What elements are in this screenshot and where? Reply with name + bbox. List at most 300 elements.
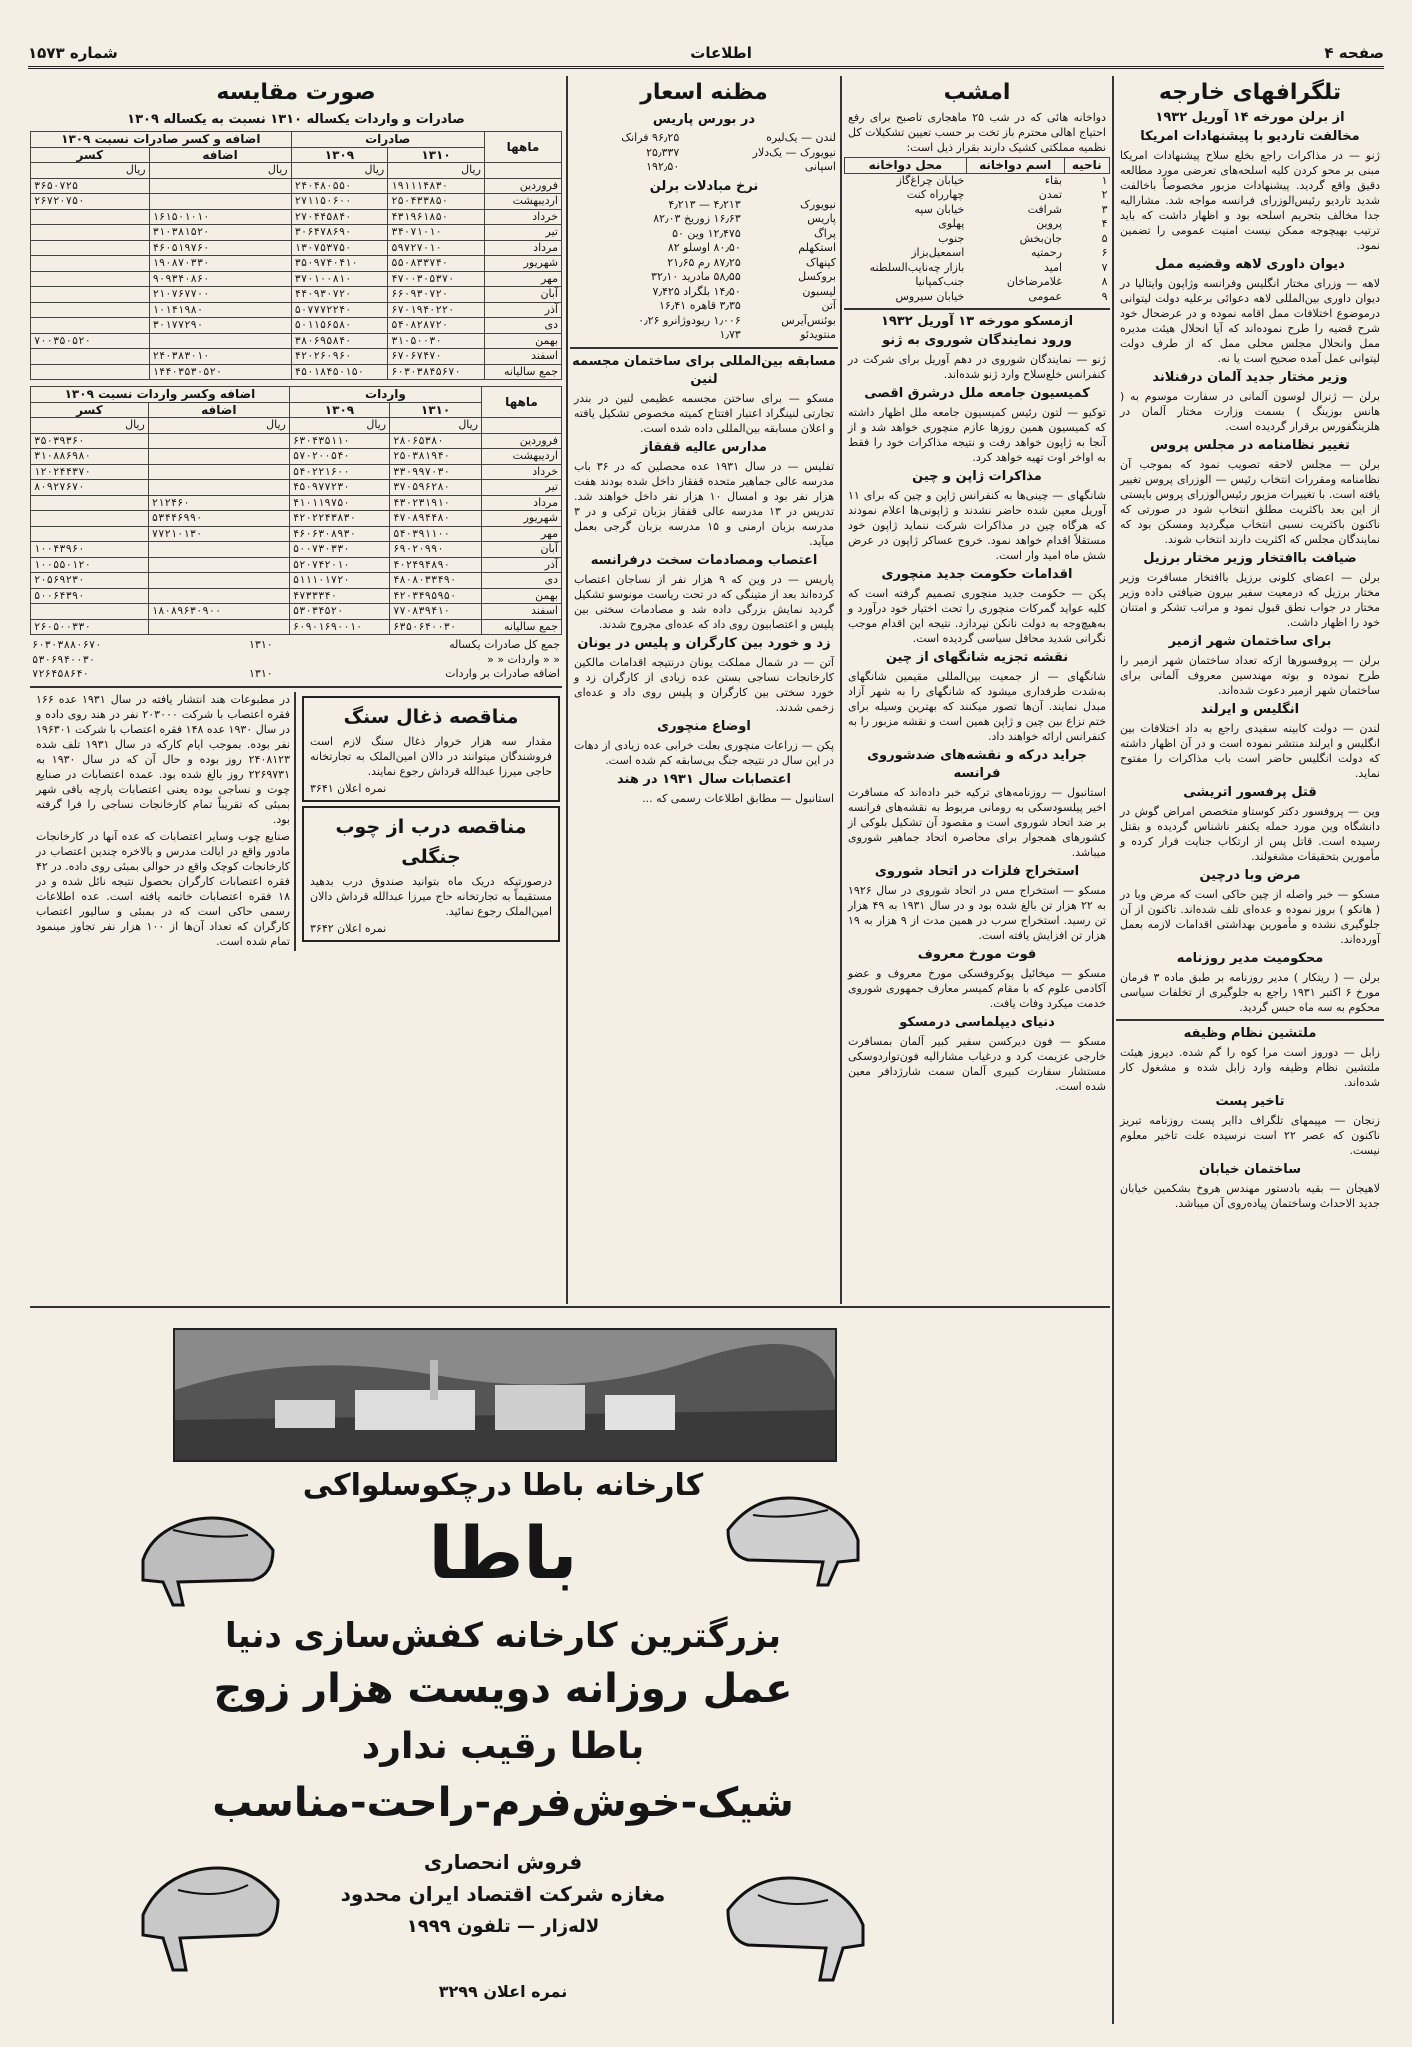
table-cell: غلامرضاخان xyxy=(1006,275,1063,288)
table-header: ۱۳۱۰ xyxy=(388,147,485,163)
table-cell: ۶۳۰۴۳۵۱۱۰ xyxy=(289,433,389,449)
article-text: در مطبوعات هند انتشار یافته در سال ۱۹۳۱ عده ۱۶۶ فقره اعتصاب با شرکت ۲۰۳۰۰۰ نفر در هند روی داده و در سال ۱۹۳۰ عده ۱۴۸ فقره اعتصاب با شرکت ۱۹۶۳۰۱ نفر بوده. بموجب ایام کارکه در سال ۱۹۳۱ تلف شده ۲۴۰۸۱۲۳ روز بوده و حال آن که در سال ۱۹۳۰ به ۲۲۶۹۷۳۱ روز بالغ شده بود. عمده اعتصابات در صنایع چوت و نساجی بوده یعنی اعتصابات پارچه بافی شهر بمبئی که تقریباً تمام کارخانجات نساجی را فرا گرفته بود. xyxy=(36,692,291,826)
headline: ضیافت باافتخار وزیر مختار برزیل xyxy=(1143,551,1357,566)
table-cell: نیویورک xyxy=(800,197,836,211)
table-cell: ۱۳۰۷۵۳۷۵۰ xyxy=(291,240,388,256)
month-label: مرداد xyxy=(482,495,562,511)
table-cell xyxy=(148,557,289,573)
article-text: صنایع چوب وسایر اعتصابات که عده آنها در کارخانجات مادور واقع در ایالت مدرس و بالاخره چندین اعتصاب در کارخانجات کوچک واقع در حوالی بمبئی روی داده. در ۴۲ فقره اعتصابات کارگران بحصول نتیجه نائل شده و در ۱۸ فقره اعتصابات خاتمه یافته است. عده اطلاعات رسمی حاکی است که در بمبئی و سالیور اعتصاب کارگران که تعداد آن‌ها از ۱۰۰ هزار نفر تجاوز مینمود تمام شده است. xyxy=(36,829,290,948)
table-cell: ۱۸۰۸۹۶۳۰۹۰۰ xyxy=(148,604,289,620)
ad-text: درصورتیکه دریک ماه بتوانید صندوق درب بدهید مستقیماً به تجارتخانه حاج میرزا عبدالله قرداش دالان امین‌الملک رجوع نمائید. xyxy=(310,874,552,918)
ad-text: مقدار سه هزار خروار ذغال سنگ لازم است فروشندگان میتوانند در دالان امین‌الملک به تجارتخانه حاجی میرزا عبدالله قرداش رجوع نمایند. xyxy=(310,734,552,778)
table-cell xyxy=(208,653,275,668)
berlin-rates-table xyxy=(570,198,838,343)
article-text: ژنو — نمایندگان شوروی در دهم آوریل برای شرکت در کنفرانس خلع‌سلاح وارد ژنو شده‌اند. xyxy=(848,353,1106,381)
table-row xyxy=(570,146,838,161)
table-cell: ۳۰۱۷۷۲۹۰ xyxy=(149,318,291,334)
table-cell: ۵۰۰۷۳۰۳۳۰ xyxy=(289,542,389,558)
table-row xyxy=(31,209,562,225)
table-cell: ۲۶۷۲۰۷۵۰ xyxy=(31,194,150,210)
table-cell: ۱٫۷۳ xyxy=(719,328,741,341)
exports-table xyxy=(30,131,562,380)
table-cell: نیویورک — یک‌دلار xyxy=(752,145,836,159)
table-cell: ۴۴۰۹۳۰۷۲۰ xyxy=(291,287,388,303)
table-row xyxy=(570,212,838,227)
table-row xyxy=(31,604,562,620)
unit-label: ریال xyxy=(289,418,389,434)
headline: تاخیر پست xyxy=(1215,1094,1285,1109)
table-row xyxy=(31,225,562,241)
table-cell xyxy=(31,287,150,303)
month-label: تیر xyxy=(482,480,562,496)
table-cell xyxy=(148,619,289,635)
table-cell: عمومی xyxy=(1028,289,1063,303)
table-header: ۱۳۰۹ xyxy=(289,402,389,418)
month-label: جمع سالیانه xyxy=(482,619,562,635)
headline: انگلیس و ایرلند xyxy=(1200,702,1300,717)
shoe-illustration xyxy=(718,1470,868,1590)
article-text: زنجان — مپیمهای تلگراف داایر پست روزنامه تبریز ناکنون که عصر ۲۲ است نرسیده علت تاخیر معلوم نیست. xyxy=(1120,1114,1381,1157)
headline: ملتشین نظام وظیفه xyxy=(1183,1026,1317,1041)
shop-address: لاله‌زار — تلفون ۱۹۹۹ xyxy=(406,1916,600,1937)
table-cell: منتوید‌ئو xyxy=(800,328,836,341)
table-cell: ۱۲٫۴۷۵ وین ۵۰ xyxy=(672,226,741,240)
table-cell: ۴۷۰۸۹۴۴۸۰ xyxy=(390,511,482,527)
headline: فوت مورخ معروف xyxy=(917,947,1037,962)
table-header: واردات xyxy=(289,387,481,403)
article-text: توکیو — لتون رئیس کمیسیون جامعه ملل اظهار داشته که کمیسیون همین روزها عازم منچوری خواهد شد و از آنجا به ژاپون خواهد رفت و نتیجه مذاکرات خود را فقط به اواخر اوت تهیه خواهد کرد. xyxy=(848,406,1106,464)
factory-building xyxy=(355,1390,475,1430)
table-cell: ۴۵۰۱۸۴۵۰۱۵۰ xyxy=(291,364,388,380)
article-text: لندن — دولت کابینه سفیدی راجع به داد اختلافات بین انگلیس و ایرلند منتشر نموده است و در آن اظهار داشته که دولت انگلیس حاضر است باب مذاکرات را مفتوح نماید. xyxy=(1120,722,1380,780)
exchange-rates-column xyxy=(570,76,838,1304)
table-cell: ۷۷۰۸۳۹۴۱۰ xyxy=(390,604,482,620)
article-text: مسکو — برای ساختن مجسمه عظیمی لنین در بندر تجارتی لنینگراد اعتبار افتتاح کمیته مخصوص تشکیل یافته و اعلان مسابقه بین‌المللی داده شده است. xyxy=(574,391,834,435)
table-cell: آتن xyxy=(821,299,836,312)
article-text: دواخانه هائی که در شب ۲۵ ماهجاری تاصبح برای رفع احتیاج اهالی محترم باز تخت بر حسب تعیین تشکیلات کل نظمیه مملکتی کشیک دارند بقرار ذیل است: xyxy=(848,111,1106,154)
table-cell xyxy=(148,464,289,480)
article-text: پکن — زراعات منچوری بعلت خرابی عده زیادی از دهات در این سال در نتیجه جنگ بی‌سابقه کم شده است. xyxy=(574,738,834,767)
table-row xyxy=(31,511,562,527)
table-row xyxy=(845,203,1110,218)
table-cell: ۹ xyxy=(1101,289,1108,303)
unit-label: ریال xyxy=(291,163,388,179)
table-cell xyxy=(31,604,149,620)
article-text: لاهیجان — بقیه بادستور مهندس هروخ بشکمین خیابان جدید الاحداث وساختمان پیاده‌روی آن میباشد. xyxy=(1120,1182,1380,1210)
article-text: تفلیس — در سال ۱۹۳۱ عده محصلین که در ۳۶ باب مدرسه عالی جماهیر متحده قفقاز داخل شده بودند هفت هزار نفر بود و امسال ۱۰ هزار نفر داخل خواهند شد. تدریس در ۱۳ مدرسه عالی قفقاز بزبان ترکی و در ۳ مدرسه بزبان ارمنی و ۱۵ مدرسه بزبان گرجی بعمل میآید. xyxy=(574,459,835,548)
unit-label: ریال xyxy=(149,163,291,179)
month-label: مهر xyxy=(482,526,562,542)
month-label: بهمن xyxy=(484,333,561,349)
headline: قتل پرفسور اتریشی xyxy=(1183,785,1317,800)
table-row xyxy=(845,188,1110,203)
table-cell: ۲۶۰۵۰۰۳۳۰ xyxy=(31,619,149,635)
unit-label: ریال xyxy=(390,418,482,434)
table-cell: ۲۱۲۴۶۰ xyxy=(148,495,289,511)
table-row xyxy=(31,364,562,380)
table-cell: بقاء xyxy=(1044,173,1063,187)
table-cell: ۱۰۱۴۱۹۸۰ xyxy=(149,302,291,318)
table-row xyxy=(31,526,562,542)
table-cell: ۳۷۰۵۹۶۲۸۰ xyxy=(390,480,482,496)
table-cell: ۵۹۷۲۷۰۱۰ xyxy=(388,240,485,256)
month-label: بهمن xyxy=(482,588,562,604)
table-cell: رحمتیه xyxy=(1031,246,1063,259)
article-text: آتن — در شمال مملکت یونان درنتیجه اقدامات مالکین کارخانجات نساجی بستن عده زیادی از کارگران زد و خورد سختی بین کارگران و پلیس روی داد و عده‌ای زخمی شدند. xyxy=(574,655,834,714)
table-cell: پاریس xyxy=(807,212,836,225)
summary-table xyxy=(30,638,562,682)
table-row xyxy=(31,464,562,480)
table-cell: ۱۶۱۵۰۱۰۱۰ xyxy=(149,209,291,225)
table-header: ۱۳۱۰ xyxy=(390,402,482,418)
table-row xyxy=(31,619,562,635)
ad-slogan: بزرگترین کارخانه کفش‌سازی دنیا xyxy=(224,1616,782,1656)
table-cell: ۴ xyxy=(1101,217,1108,230)
month-label: اردیبهشت xyxy=(484,194,561,210)
table-cell: ۱۰۰۵۵۰۱۲۰ xyxy=(31,557,149,573)
table-row xyxy=(31,178,562,194)
table-cell xyxy=(31,364,150,380)
foreign-telegrams-column xyxy=(1116,76,1384,2024)
dateline: ازمسکو مورخه ۱۳ آوریل ۱۹۳۲ xyxy=(880,314,1074,329)
factory-illustration xyxy=(175,1330,835,1460)
table-cell xyxy=(31,256,150,272)
table-row xyxy=(845,246,1110,261)
month-label: فروردین xyxy=(484,178,561,194)
table-cell: ۴۲۰۳۴۹۵۹۵۰ xyxy=(390,588,482,604)
page-number: صفحه ۴ xyxy=(1324,44,1384,62)
dateline: از برلن مورخه ۱۴ آوریل ۱۹۳۲ xyxy=(1155,110,1345,125)
article-text: برلن — پروفسورها ازکه تعداد ساختمان شهر ازمیر را طرح نموده و بوته مهندسین معروف آلمانی برای ساختمان شهر ازمیر دعوت شده‌اند. xyxy=(1120,654,1380,697)
subheading: در بورس پاریس xyxy=(652,112,756,127)
table-row xyxy=(31,495,562,511)
table-cell: ۳۰۶۴۷۸۶۹۰ xyxy=(291,225,388,241)
article-text: وین — پروفسور دکتر کوستاو متخصص امراض گوش در دانشگاه وین مورد حمله یکنفر ناشناس گردیده و بقتل رسیده است. قاتل پس از ارتکاب جنایت فرار کرده و مأمورین بتحقیقات مشغولند. xyxy=(1120,805,1380,863)
table-cell: ۲۴۰۳۸۳۰۱۰ xyxy=(149,349,291,365)
month-label: اسفند xyxy=(484,349,561,365)
table-cell: ۱۰۰۴۳۹۶۰ xyxy=(31,542,149,558)
imports-body xyxy=(31,433,562,635)
article-text: برلن — مجلس لاحقه تصویب نمود که بموجب آن نظامنامه ومقررات انتخاب رئیس — الوزرای پروس تغییر یافته است. با تغییرات مزبور رئیس‌الوزرای پروس بایستی از این بعد باکثریت مطلق انتخاب شود در صورتی که ناکنون باکثریت نسبی انتخاب میگردید ومسکن بود که نمایندگان مجلس که اکثریت دارند انتخاب شوند. xyxy=(1120,458,1380,546)
table-row xyxy=(31,480,562,496)
table-cell: ۴۳۱۹۶۱۸۵۰ xyxy=(388,209,485,225)
brand-name: باطا xyxy=(428,1511,578,1595)
table-cell: ۵۲۰۷۴۲۰۱۰ xyxy=(289,557,389,573)
table-cell: ۲۴۰۴۸۰۵۵۰ xyxy=(291,178,388,194)
table-cell: ۳۱۰۳۸۱۵۲۰ xyxy=(149,225,291,241)
table-cell: امید xyxy=(1043,260,1063,274)
table-header: محل دواخانه xyxy=(845,158,967,174)
month-label: خرداد xyxy=(484,209,561,225)
table-row xyxy=(30,667,562,682)
ad-number: نمره اعلان ۳۶۴۲ xyxy=(310,921,387,935)
table-header: اسم دواخانه xyxy=(966,158,1064,174)
table-cell: ۴۰۲۴۹۴۸۹۰ xyxy=(390,557,482,573)
table-cell: ۷۷۲۱۰۱۳۰ xyxy=(148,526,289,542)
headline: زد و خورد بین کارگران و پلیس در یونان xyxy=(577,635,831,651)
table-cell: لندن — یک‌لیره xyxy=(766,131,836,144)
trade-comparison-column xyxy=(30,76,562,1304)
table-cell: ۵۳۰۳۴۵۲۰ xyxy=(289,604,389,620)
masthead xyxy=(28,40,1384,69)
table-cell: ۶۹۰۲۰۹۹۰ xyxy=(390,542,482,558)
month-label: آبان xyxy=(482,542,562,558)
table-cell: ۲۵۰۳۸۱۹۴۰ xyxy=(390,449,482,465)
table-cell: اضافه صادرات بر واردات xyxy=(445,667,560,680)
table-cell: ۱۹۱۱۱۴۸۳۰ xyxy=(388,178,485,194)
table-cell: شرافت xyxy=(1027,202,1063,216)
month-label: شهریور xyxy=(484,256,561,272)
bata-advertisement xyxy=(128,1320,878,2020)
table-cell xyxy=(31,495,149,511)
table-cell: ۳۸۰۶۹۵۸۴۰ xyxy=(291,333,388,349)
table-cell: ۲۸۰۶۵۳۸۰ xyxy=(390,433,482,449)
issue-number: شماره ۱۵۷۳ xyxy=(28,44,118,62)
ad-number: نمره اعلان ۳۶۴۱ xyxy=(310,781,387,795)
table-header: اضافه و کسر صادرات نسبت ۱۳۰۹ xyxy=(31,132,292,148)
table-row xyxy=(31,318,562,334)
factory-photo xyxy=(173,1328,837,1462)
table-row xyxy=(570,285,838,300)
table-row xyxy=(31,271,562,287)
table-cell: ۳۵۰۳۹۳۶۰ xyxy=(31,433,149,449)
table-row xyxy=(31,557,562,573)
table-row xyxy=(31,542,562,558)
unit-label: ریال xyxy=(388,163,485,179)
headline: مدارس عالیه قفقاز xyxy=(641,439,767,455)
table-cell: ۷ xyxy=(1101,260,1108,274)
table-cell: ۶ xyxy=(1101,246,1108,259)
table-cell: جنوب xyxy=(938,231,965,245)
table-cell: ۳۶۵۰۷۲۵ xyxy=(31,178,150,194)
table-cell: ۲۵٫۳۳۷ xyxy=(646,145,680,159)
table-header: کسر xyxy=(31,402,149,418)
table-row xyxy=(570,328,838,343)
table-cell: ۵۴۰۸۲۸۷۲۰ xyxy=(388,318,485,334)
table-cell: بوئنس‌آیرس xyxy=(781,313,836,327)
table-row xyxy=(570,241,838,256)
table-cell: بروکسل xyxy=(798,270,836,283)
headline: جراید درکه و نقشه‌های ضدشوروی فرانسه xyxy=(867,748,1087,781)
table-cell: ۲۱۰۷۶۷۷۰۰ xyxy=(149,287,291,303)
table-cell xyxy=(31,511,149,527)
month-label: مهر xyxy=(484,271,561,287)
factory-building xyxy=(605,1395,675,1430)
unit-label: ریال xyxy=(148,418,289,434)
table-row xyxy=(570,314,838,329)
table-cell: ۶۰۹۰۱۶۹۰۰۱۰ xyxy=(289,619,389,635)
factory-building xyxy=(495,1385,585,1430)
headline: اعتصاب ومصادمات سخت درفرانسه xyxy=(590,552,818,568)
table-row xyxy=(845,173,1110,188)
table-row xyxy=(845,232,1110,247)
table-row xyxy=(845,290,1110,305)
table-cell: ۱۹۰۸۷۰۳۳۰ xyxy=(149,256,291,272)
tender-ad xyxy=(302,696,560,802)
bourse-table xyxy=(570,131,838,175)
table-row xyxy=(31,240,562,256)
table-cell: خیابان سیروس xyxy=(895,289,965,303)
table-cell xyxy=(148,449,289,465)
table-header: ناحیه xyxy=(1064,158,1109,174)
column-title: مظنه اسعار xyxy=(640,80,768,105)
article-text: مسکو — خبر واصله از چین حاکی است که مرض وبا در ( هانکو ) بروز نموده و عده‌ای تلف شده‌اند. تاکنون از آن جلوگیری نشده و مأمورین بهداشتی اقدامات لازمه بعمل آورده‌اند. xyxy=(1120,888,1380,946)
table-cell: ۱۳۱۰ xyxy=(249,667,273,680)
table-cell: ۸ xyxy=(1101,275,1108,288)
table-cell: ۵ xyxy=(1101,231,1108,245)
table-cell xyxy=(149,194,291,210)
table-header: ماهها xyxy=(482,387,562,418)
table-cell: ۲ xyxy=(1101,188,1108,201)
table-header: اضافه وکسر واردات نسبت ۱۳۰۹ xyxy=(31,387,290,403)
table-cell: اسمعیل‌بزاز xyxy=(911,246,965,259)
ad-title: مناقصه درب از چوب جنگلی xyxy=(335,815,527,868)
month-label: جمع سالیانه xyxy=(484,364,561,380)
table-cell: ۱۹۲٫۵۰ xyxy=(646,160,680,173)
shoe-illustration xyxy=(133,1490,283,1610)
table-cell: ۶۰۳۰۳۸۴۵۶۷۰ xyxy=(388,364,485,380)
headline: نقشه تجزیه شانگهای از چین xyxy=(885,650,1069,665)
month-label: دی xyxy=(482,573,562,589)
table-cell: ۷۰۰۳۵۰۵۲۰ xyxy=(31,333,150,349)
month-label: اسفند xyxy=(482,604,562,620)
table-cell: ۴۱۰۱۱۹۷۵۰ xyxy=(289,495,389,511)
article-text: برلن — اعضای کلونی برزیل باافتخار مسافرت وزیر مختار برزیل که درمعیت سفیر بیرون ضیافتی داده وزیر مختار در جواب نطق قبول نمود و مراتب تشکر و امتنان خود را اظهار داشت. xyxy=(1120,571,1380,629)
month-label: مرداد xyxy=(484,240,561,256)
headline: تغییر نظامنامه در مجلس پروس xyxy=(1150,438,1350,453)
month-label: آذر xyxy=(484,302,561,318)
table-row xyxy=(31,333,562,349)
table-cell: اسپانی xyxy=(804,160,836,173)
column-title: تلگرافهای خارجه xyxy=(1158,80,1342,105)
table-cell: ۳۱۰۸۸۶۹۸۰ xyxy=(31,449,149,465)
table-cell: ۲۰۵۶۹۲۳۰ xyxy=(31,573,149,589)
section-divider xyxy=(30,1306,1110,1308)
article-text: استانبول — روزنامه‌های ترکیه خبر داده‌اند که مسافرت اخیر پیلسودسکی به رومانی مربوط به نقشه‌های فرانسه بر ضد اتحاد شوروی است و مقصود آن تشکیل بلوکی از کشورهای همجوار برای محاصره اتحاد جماهیر شوروی میباشد. xyxy=(848,786,1106,859)
month-label: آبان xyxy=(484,287,561,303)
table-cell: ۴۷۰۰۳۰۵۳۷۰ xyxy=(388,271,485,287)
table-cell: ۳۴۰۷۱۰۱۰ xyxy=(388,225,485,241)
table-cell: ۶۰۳۰۳۸۸۰۶۷۰ xyxy=(32,639,102,651)
table-cell: لیسبون xyxy=(802,284,836,298)
table-row xyxy=(31,588,562,604)
ad-title: مناقصه ذغال سنگ xyxy=(343,705,519,728)
table-row xyxy=(570,270,838,285)
section-divider xyxy=(30,686,562,688)
table-cell: ۱۴۴۰۳۵۳۰۵۲۰ xyxy=(149,364,291,380)
table-header: ماهها xyxy=(484,132,561,163)
table-cell xyxy=(31,225,150,241)
table-cell: ۱۳۱۰ xyxy=(249,638,273,651)
table-cell: ۳۷۰۱۰۰۸۱۰ xyxy=(291,271,388,287)
table-cell: ۹۰۹۳۴۰۸۶۰ xyxy=(149,271,291,287)
table-cell: ۷۲۶۴۵۸۶۴۰ xyxy=(32,668,89,680)
column-divider xyxy=(840,76,842,1304)
table-cell: ۶۶۰۹۳۰۷۲۰ xyxy=(388,287,485,303)
table-cell: ۲۵۰۴۳۳۸۵۰ xyxy=(388,194,485,210)
table-row xyxy=(845,261,1110,276)
shop-title: فروش انحصاری xyxy=(423,1850,583,1874)
article-text: پکن — حکومت جدید منچوری تصمیم گرفته است که کلیه عواید گمرکات منچوری را تحت اختیار خود درآورد و به‌هیچ‌وجه به دولت نانکن نپردازد. نتیجه این اقدام موجب نگرانی شدید محافل سیاسی گردیده است. xyxy=(848,587,1106,645)
month-label: شهریور xyxy=(482,511,562,527)
table-cell xyxy=(149,178,291,194)
table-row xyxy=(570,198,838,213)
column-title: صورت مقایسه xyxy=(216,80,376,105)
subheading: صادرات و واردات یکساله ۱۳۱۰ نسبت به یکساله ۱۳۰۹ xyxy=(127,112,465,127)
table-row xyxy=(570,299,838,314)
table-cell: پراگ xyxy=(813,226,836,240)
table-header: اضافه xyxy=(148,402,289,418)
ad-slogan: شیک-خوش‌فرم-راحت-مناسب xyxy=(212,1780,794,1826)
shop-name: مغازه شرکت اقتصاد ایران محدود xyxy=(340,1882,666,1906)
table-cell: ۶۷۰۱۹۴۰۲۲۰ xyxy=(388,302,485,318)
table-cell: ۵۷۰۲۰۰۵۴۰ xyxy=(289,449,389,465)
table-cell xyxy=(148,542,289,558)
table-cell: چهارراه کنت xyxy=(906,188,965,201)
headline: دنیای دیپلماسی درمسکو xyxy=(899,1015,1055,1030)
table-cell: ۴۸۰۸۰۳۳۴۹۰ xyxy=(390,573,482,589)
factory-heading: کارخانه باطا درچکوسلواکی xyxy=(302,1468,704,1503)
table-cell xyxy=(31,209,150,225)
article-text: پاریس — در وین که ۹ هزار نفر از نساجان اعتصاب کرده‌اند بعد از متینگی که در تحت ریاست مونوسو تشکیل گردید نمایش بزرگی داده شد و مصادمات سختی بین پلیس و اعتصابیون روی داد که عده‌ای مجروح شدند. xyxy=(574,572,834,631)
table-cell: ۸۰۹۲۷۶۷۰ xyxy=(31,480,149,496)
table-cell: ۳۳۰۹۹۷۰۳۰ xyxy=(390,464,482,480)
unit-label: ریال xyxy=(31,163,150,179)
month-label: تیر xyxy=(484,225,561,241)
table-cell xyxy=(31,349,150,365)
table-row xyxy=(570,227,838,242)
article-text: مسکو — میخائیل پوکروفسکی مورخ معروف و عضو آکادمی علوم که با مقام کمیسر معارف جمهوری شوروی خدمت میکرد وفات یافت. xyxy=(848,967,1106,1010)
table-row xyxy=(31,573,562,589)
table-row xyxy=(570,131,838,146)
month-label: دی xyxy=(484,318,561,334)
article-text: لاهه — وزرای مختار انگلیس وفرانسه وژاپون وایتالیا در دیوان داوری بین‌المللی لاهه دعوائی برعلیه دولت لیتوانی درموضوع اختلافات ممل اقامه نموده و در عرضحال خود شرح قضیه را طرح نموده‌اند که آیا انحلال هیئت مدیره ممل وانحلال مجلس محلی ممل که از طرف دولت لیتوانی عمل آمده صحیح است یا نه. xyxy=(1120,277,1380,365)
table-cell: جنب‌کمپانیا xyxy=(915,275,965,288)
table-row xyxy=(31,287,562,303)
table-cell: ۵۳۰۶۹۴۰۰۳۰ xyxy=(32,653,96,666)
table-cell xyxy=(148,480,289,496)
table-cell: ۴۷۳۳۳۴۰ xyxy=(289,588,389,604)
headline: اقدامات حکومت جدید منچوری xyxy=(881,567,1073,582)
table-cell: ۳۱۰۵۰۰۳۰ xyxy=(388,333,485,349)
table-row xyxy=(845,275,1110,290)
factory-building xyxy=(275,1400,335,1428)
india-strikes-continued xyxy=(32,692,296,951)
article-text: شانگهای — چینی‌ها به کنفرانس ژاپن و چین که برای ۱۱ آوریل معین شده حاضر نشدند و ژاپونی‌ها اعلام نمودند که هرگاه چین در مذاکرات شرکت ننماید ژاپون خود مستقلاً اقدام خواهد نمود. خروج عساکر ژاپون در عرض شش ماه امید وار است. xyxy=(848,489,1106,562)
table-cell: پهلوی xyxy=(938,217,965,230)
table-row xyxy=(30,638,562,653)
table-row xyxy=(31,449,562,465)
table-cell: خیابان سپه xyxy=(914,202,965,216)
table-cell: کپنهاک xyxy=(805,255,836,269)
table-cell: ۴۵۰۹۷۷۲۳۰ xyxy=(289,480,389,496)
table-cell: ۸۷٫۲۵ رم ۲۱٫۶۵ xyxy=(667,255,741,269)
chimney xyxy=(430,1360,438,1400)
article-text: شانگهای — از جمعیت بین‌المللی مقیمین شانگهای به‌شدت طرفداری میشود که شانگهای را به شهر آزاد مبدل نمایند. آن‌ها تصور میکنند که بهترین وسیله برای ختم نزاع بین چین و ژاپن همین است و نقشه مزبور را به کنفرانس ارائه خواهند داد. xyxy=(848,670,1106,743)
headline: اوضاع منچوری xyxy=(657,718,751,734)
table-cell: ۴٫۲۱۳ — ۴٫۲۱۳ xyxy=(668,197,741,211)
table-cell: ۵۸٫۵۵ مادرید ۳۲٫۱۰ xyxy=(651,270,741,283)
table-cell: جان‌بخش xyxy=(1019,231,1063,245)
headline: مرض وبا درچین xyxy=(1199,868,1301,883)
month-label: آذر xyxy=(482,557,562,573)
pharmacy-table xyxy=(844,157,1110,304)
tender-ad xyxy=(302,806,560,942)
article-text: ژنو — در مذاکرات راجع بخلع سلاح پیشنهادات امریکا مبنی بر محو کردن کلیه اسلحه‌های تعرضی مورد مطالعه دقیق واقع گردید. پیشنهادات مزبور مخصوصاً باخالفت شدید تاردیو رئیس‌الوزرای فرانسه مواجه شد. مشارالیه جدا مخالف بتحریم اسلحه بود و اظهار داشت که باید ترتیب بهیچوجه ممکن نیست امنیت عمومی را تضمین نمود. xyxy=(1120,149,1380,252)
tenders-box xyxy=(300,692,562,951)
headline: اعتصابات سال ۱۹۳۱ در هند xyxy=(617,771,791,787)
table-cell: ۴۳۰۲۳۱۹۱۰ xyxy=(390,495,482,511)
